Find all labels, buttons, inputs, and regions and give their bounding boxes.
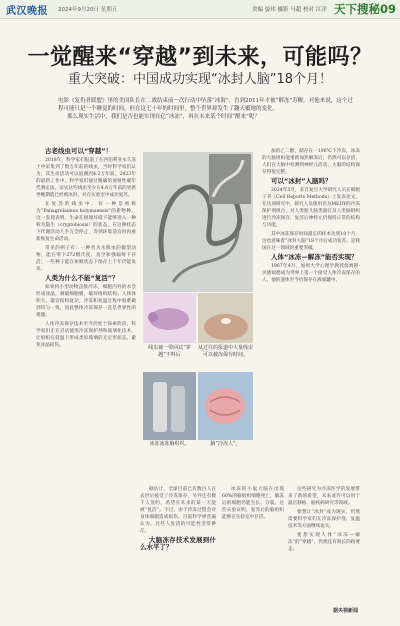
section-heading-brain: 可以“冰封”人脑吗？ [271, 177, 332, 185]
paragraph: 要想让“冰封”成为现实，仍然需要科学家们在冷冻保护剂、复温技术等方面继续攻关。 [288, 510, 360, 529]
paragraph: 1967年4月，加州大学心理学教授詹姆斯·贝德福德成为世界上第一个接受人体冷冻保存的人，他的遗体至今仍保存在液氮罐中。 [262, 264, 360, 283]
lead-paragraph [58, 97, 354, 121]
paragraph: 冰冻的小鼠大脑在出现60%的脑组织细胞死亡，解冻后的细胞仍能生长、分裂。这些实验证明，复苏后的脑组织能够在实验室中存活。 [222, 487, 284, 520]
paragraph: 常见的例子有：一种名为水熊虫的微型动物，能在零下272摄氏度、真空和强辐射下存活；一些种子能在休眠状态下保存上千年仍能发芽。 [36, 246, 136, 272]
paragraph: 人体冷冻保存技术至今仍处于探索阶段，科学家们正在尝试使用冷冻保护剂和玻璃化技术，让组织在低温下形成类似玻璃的无定形状态，避免冰晶损伤。 [36, 322, 136, 348]
source-credit: 据央视新闻 [332, 608, 358, 614]
section-heading-body: 人体“冰冻—解冻”能否实现？ [271, 253, 358, 261]
paragraph: 在复苏的线虫中，有一种是被称为“Panagrolaimus kolymaensis”的新物种。这一发现表明，生命在极端环境下能够进入一种称为隐生（cryptobiosis）的状态，在这种状态下代谢活动几乎完全停止，等到环境适宜时再重新恢复生命活动。 [36, 202, 136, 242]
page-subhead: 重大突破：中国成功实现“冰封人脑”18个月！ [67, 72, 332, 87]
paragraph: 其中冰冻保存时间最长的样本达到18个月，这也意味着“冰封人脑”18个月后成功复苏，是我国在这一领域的重要突破。 [262, 232, 360, 251]
hand-photo [198, 293, 253, 343]
masthead [0, 0, 400, 19]
editor-credits: 美编 晏玮 摄影 马超 校对 江洋 [252, 7, 327, 13]
paragraph: 这些研究为冷冻医学的发展带来了新的希望，未来或许可以用于器官移植、脑疾病研究等领域。 [288, 487, 360, 506]
tardigrade-photo [143, 293, 196, 343]
hand-caption: 从过往的报道中大量线虫可以被冻保存时间。 [198, 345, 254, 358]
paragraph: 要想实现人体“冰冻—解冻”的“穿越”，仍然还有很长的路要走。 [288, 533, 360, 552]
nematode-photo [143, 152, 253, 292]
paragraph: 2024年5月，来自复旦大学研究人员在细胞子刊《Cell Reports Methods》上发表论文，在这项研究中，研究人员使用名为MEDY的冷冻保护剂组合，对人类胎儿脑类器官及人类脑组织进行冷冻保存，复苏后神经元仍保持正常的结构与功能。 [262, 188, 360, 228]
lead-text-2: 那么现实生活中，我们是否也能实现在亿“冰冻”，再在未来某个时间“醒来”呢？ [67, 114, 260, 120]
article-column-3 [262, 148, 360, 286]
newspaper-logo: 武汉晚报 [6, 6, 48, 17]
paragraph: 2018年，科学家们报道了在西伯利亚永久冻土中采集到了数万年前的线虫，当时科学家们认为，其生命活动可以追溯到4.2万年前。2023年的最新工作中，科学家们通过精确的放射性碳年代测定法，证实这些线虫至少在4.6万年前的更新世晚期就已经被冰封，并在实验室中成功复苏。 [36, 158, 136, 198]
tardigrade-caption: 线虫被一带回其“穿越”不料后 [148, 345, 191, 358]
lead-text-1: 电影《复仇者联盟》里的美国队长在二战结束前一次行动中坠落“冰海”，直到2011年才被“解冻”苏醒。对他来说，这个过程可能只是一个睡觉的时间，但在这七十年的时间里，整个世界却发生了翻天覆地的变化。 [58, 98, 353, 112]
article-column-1 [36, 148, 136, 351]
tank-caption: 冰冻冰冻脑组织。 [149, 441, 190, 447]
paragraph: 如果将小型动物直接冷冻，细胞内外的水会形成冰晶，刺破细胞膜，破坏组织结构。人体体积大，器官结构复杂，冷冻和复温过程中很难做到均匀一致，因此整体冷冻保存一直是世界性的难题。 [36, 285, 136, 318]
brain-photo [198, 372, 253, 440]
paragraph: 据估计，全球目前已有数百人在去世后接受了冷冻保存，另外还有数千人签约，希望在未来的某一天能被“复活”。不过，由于冷冻过程会对身体细胞造成损伤，目前科学界普遍认为，这些人复活的可能性非常渺茫。 [140, 487, 216, 534]
article-column-2-bottom [140, 486, 216, 553]
section-heading-tech: 大脑冻存技术发展到什么水平了？ [140, 536, 216, 551]
brain-caption: 脑“冷冻人”。 [210, 441, 241, 447]
article-column-3-bottom [222, 486, 284, 523]
cryo-tank-photo [143, 372, 196, 440]
section-heading-nematodes: 古老线虫可以“穿越”！ [45, 147, 113, 155]
issue-date: 2024年9月20日 星期五 [58, 7, 118, 13]
section-heading-humans: 人类为什么不能“复活”？ [45, 274, 119, 282]
paragraph: 加的乙二醇，储存在一196℃下冷冻，冰冻的大脑组织能重新加热解冻后，仍然可以存活，人们在大脑中检测到神经元活动，大脑的结构保存得很完整。 [262, 149, 360, 175]
article-column-4-bottom [288, 486, 360, 555]
section-title: 天下搜秘09 [333, 2, 396, 16]
page-headline: 一觉醒来“穿越”到未来，可能吗？ [27, 45, 373, 70]
